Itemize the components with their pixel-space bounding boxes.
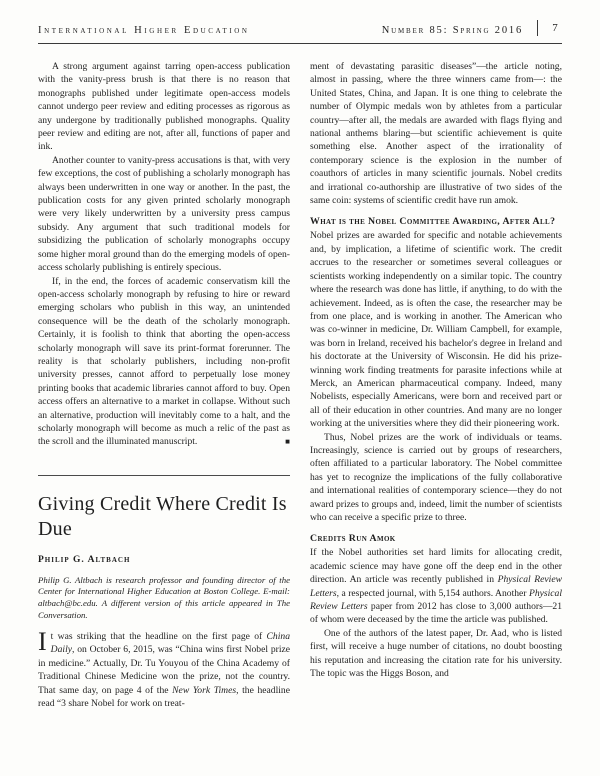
paragraph: A strong argument against tarring open-access publication with the vanity-press brush is that there is no reason that monographs published under legitimate open-access models cannot undergo peer review and editing processes as rigorous as any undergone by traditionally published monographs. Quality peer review and editing are not, after all, functions of paper and ink. xyxy=(38,61,290,153)
right-column xyxy=(310,60,562,710)
paragraph: One of the authors of the latest paper, Dr. Aad, who is listed first, will receive a huge number of citations, no doubt boosting his reputation and increasing the citation rate for his university. The topic was the Higgs Boson, and xyxy=(310,627,562,680)
paragraph: If, in the end, the forces of academic conservatism kill the open-access scholarly monograph by refusing to hire or reward emerging scholars who publish in this way, an unintended consequence will be the death of the scholarly monograph. Certainly, it is foolish to think that aborting the open-access scholarly monograph will save its print-format forerunner. The reality is that scholarly publishers, including non-profit university presses, cannot afford to perpetually lose money printing books that academic libraries cannot afford to buy. Open access offers an alternative to a market in collapse. Without such an alternative, production will inevitably come to a halt, and the scholarly monograph will become as much a relic of the past as the scroll and the illuminated manuscript. xyxy=(38,275,290,448)
article-end-mark: ■ xyxy=(285,437,290,447)
paragraph: Nobel prizes are awarded for specific and notable achievements and, by implication, a lifetime of scientific work. The credit accrues to the researcher or sometimes several colleagues or scientists working independently on a similar topic. The country where the research was done has little, if anything, to do with the achievement. Indeed, as is often the case, the researcher may be from one place, and is working in another. The American who was co-winner in medicine, Dr. William Campbell, for example, was born in Ireland, received his bachelor's degree in Ireland and his doctorate at the University of Wisconsin. He did his prize-winning work finding treatments for parasite infections while at Merck, an American pharmaceutical company. Indeed, many Nobelists, especially Americans, were born and received part or all of their education in other countries. And many are no longer working at the universities where they did their pioneering work. xyxy=(310,230,562,430)
article-title: Giving Credit Where Credit Is Due xyxy=(38,492,287,540)
section-heading-credits-run-amok: Credits Run Amok xyxy=(310,533,396,545)
paragraph: Thus, Nobel prizes are the work of individuals or teams. Increasingly, science is carried out by groups of researchers, often affiliated to a particular laboratory. The Nobel committee has yet to recognize the implications of the fully collaborative and international realities of contemporary science—they do not award prizes to groups and, indeed, limit the number of scientists who can receive a specific prize to three. xyxy=(310,431,562,523)
continuation-paragraph: ment of devastating parasitic diseases”—the article noting, almost in passing, where the three winners came from—: the United States, China, and Japan. It is one thing to celebrate the number of Olympic medals won by athletes from a particular country—after all, the medals are awarded with flags flying and national anthems blaring—but scientific achievement is quite something else. Another aspect of the irrationality of contemporary science is the explosion in the number of coauthors of articles in many scientific journals. Nobel credits and irrational co-authorship are illustrative of two sides of the same coin: systems of scientific credit have run amok. xyxy=(310,61,562,207)
two-column-layout xyxy=(38,60,562,710)
section-heading-nobel-committee: What is the Nobel Committee Awarding, After All? xyxy=(310,216,556,228)
author-byline: Philip G. Altbach xyxy=(38,554,131,565)
opening-paragraph xyxy=(38,626,290,710)
page-header xyxy=(38,20,562,44)
issue-info: Number 85: Spring 2016 xyxy=(381,25,523,36)
page-number: 7 xyxy=(537,20,562,36)
paragraph: If the Nobel authorities set hard limits for allocating credit, academic science may have gone off the deep end in the other direction. An article was recently published in Physical Review Letters, a respected journal, with 5,154 authors. Another Physical Review Letters paper from 2012 has close to 3,000 authors—21 of whom were deceased by the time the article was published. xyxy=(310,547,563,626)
paragraph: Another counter to vanity-press accusations is that, with very few exceptions, the cost of publishing a scholarly monograph has always been underwritten in one way or another. In the past, the publication costs for any given printed scholarly monograph were very likely underwritten by a university press campus subsidy. Any argument that such traditional models for subsidizing the publication of scholarly monographs occupy some higher moral ground than do the emerging models of open-access scholarly publishing is entirely specious. xyxy=(38,154,290,274)
left-column xyxy=(38,60,290,710)
article-divider xyxy=(38,475,290,476)
author-bio: Philip G. Altbach is research professor and founding director of the Center for International Higher Education at Boston College. E-mail: altbach@bc.edu. A different version of this article appeared in The Conversation. xyxy=(38,574,290,620)
journal-title: International Higher Education xyxy=(38,25,250,36)
opening-text: t was striking that the headline on the first page of China Daily, on October 6, 2015, was “China wins first Nobel prize in medicine.” Actually, Dr. Tu Youyou of the China Academy of Traditional Chinese Medicine won the prize, not the country. That same day, on page 4 of the New York Times, the headline read “3 share Nobel for work on treat- xyxy=(38,630,290,709)
drop-cap: I xyxy=(38,626,47,656)
